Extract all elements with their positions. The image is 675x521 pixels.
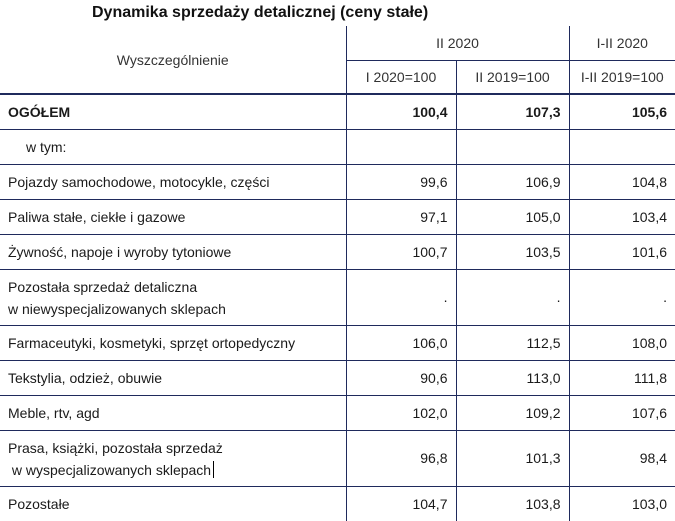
cell-value: 106,0: [346, 325, 456, 360]
table-row: [0, 360, 675, 395]
row-label: w tym:: [0, 129, 346, 164]
cell-value: 102,0: [346, 395, 456, 430]
cell-value: [569, 129, 675, 164]
cell-value: 109,2: [456, 395, 569, 430]
row-label-line-1: Pozostała sprzedaż detaliczna: [8, 279, 198, 295]
header-sub-3: I-II 2019=100: [569, 60, 675, 94]
cell-value: 103,5: [456, 234, 569, 269]
cell-value: 105,0: [456, 199, 569, 234]
row-label: Farmaceutyki, kosmetyki, sprzęt ortopedyczny: [0, 325, 346, 360]
row-label: Paliwa stałe, ciekłe i gazowe: [0, 199, 346, 234]
table-row: [0, 486, 675, 521]
cell-value: 105,6: [569, 94, 675, 129]
retail-sales-table: [0, 26, 675, 521]
cell-value: 108,0: [569, 325, 675, 360]
cell-value: 101,3: [456, 430, 569, 486]
header-sub-1: I 2020=100: [346, 60, 456, 94]
cell-value: 99,6: [346, 164, 456, 199]
row-label-line-2: w niewyspecjalizowanych sklepach: [8, 301, 226, 317]
table-row-total: [0, 94, 675, 129]
table-row: [0, 129, 675, 164]
row-label: [0, 269, 346, 325]
table-row: [0, 199, 675, 234]
cell-value: 106,9: [456, 164, 569, 199]
cell-value: 98,4: [569, 430, 675, 486]
header-group-i-ii-2020: I-II 2020: [569, 26, 675, 60]
cell-value: 111,8: [569, 360, 675, 395]
text-cursor: [213, 461, 214, 478]
cell-value: 97,1: [346, 199, 456, 234]
cell-value: 103,4: [569, 199, 675, 234]
cell-value: .: [569, 269, 675, 325]
table-row: [0, 234, 675, 269]
row-label: Meble, rtv, agd: [0, 395, 346, 430]
cell-value: 113,0: [456, 360, 569, 395]
cell-value: 96,8: [346, 430, 456, 486]
table-row: [0, 395, 675, 430]
cell-value: 100,7: [346, 234, 456, 269]
row-label: Pozostałe: [8, 495, 70, 512]
cell-value: .: [456, 269, 569, 325]
table-row: [0, 164, 675, 199]
cell-value: 90,6: [346, 360, 456, 395]
cell-value: 101,6: [569, 234, 675, 269]
cell-value: 103,8: [456, 486, 569, 521]
cell-value: 104,8: [569, 164, 675, 199]
row-label: Pojazdy samochodowe, motocykle, części: [0, 164, 346, 199]
table-title: Dynamika sprzedaży detalicznej (ceny stałe): [92, 4, 429, 21]
cell-value: .: [346, 269, 456, 325]
cell-value: 107,6: [569, 395, 675, 430]
cell-value: 100,4: [346, 94, 456, 129]
cell-value: [456, 129, 569, 164]
row-label: Tekstylia, odzież, obuwie: [0, 360, 346, 395]
row-label: [0, 430, 346, 486]
row-label-line-2: w wyspecjalizowanych sklepach: [11, 462, 212, 478]
cell-value: 107,3: [456, 94, 569, 129]
row-label: OGÓŁEM: [0, 94, 346, 129]
header-label-column: Wyszczególnienie: [0, 26, 346, 94]
header-sub-2: II 2019=100: [456, 60, 569, 94]
table-row: [0, 269, 675, 325]
cell-value: 112,5: [456, 325, 569, 360]
cell-value: 103,0: [569, 486, 675, 521]
table-row: [0, 430, 675, 486]
cell-value: [346, 129, 456, 164]
row-label-line-1: Prasa, książki, pozostała sprzedaż: [8, 440, 223, 456]
row-label: Żywność, napoje i wyroby tytoniowe: [0, 234, 346, 269]
cell-value: 104,7: [346, 486, 456, 521]
header-group-ii-2020: II 2020: [346, 26, 569, 60]
table-row: [0, 325, 675, 360]
